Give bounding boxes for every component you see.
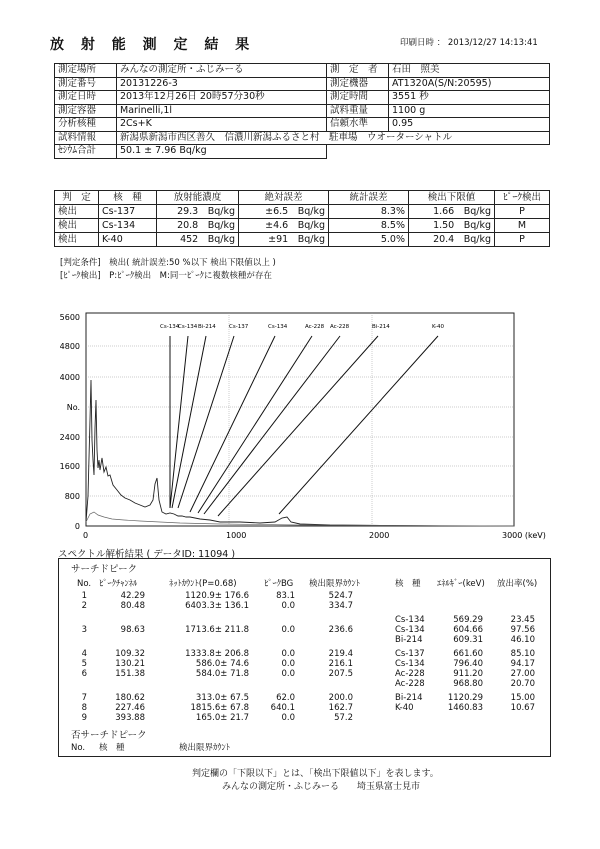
info-value-1: 20131226-3 bbox=[117, 77, 327, 91]
info-label-2: 測定機器 bbox=[327, 77, 389, 91]
peak-lim: 219.4 bbox=[328, 649, 353, 659]
peak-nuclide-cell: 796.40 bbox=[453, 659, 483, 669]
footer-org: みんなの測定所・ふじみーる 埼玉県富士見市 bbox=[222, 782, 421, 792]
peak-no: 8 bbox=[81, 703, 87, 713]
info-value-1: みんなの測定所・ふじみーる bbox=[117, 64, 327, 78]
peak-lim: 57.2 bbox=[334, 713, 353, 723]
peak-ch: 42.29 bbox=[120, 591, 145, 601]
info-label-2: 測定時間 bbox=[327, 91, 389, 105]
spectrum-title: スペクトル解析結果 ( データID: 11094 ) bbox=[58, 549, 236, 560]
info-value-2: 3551 秒 bbox=[389, 91, 550, 105]
peak-net: 1333.8± 206.8 bbox=[185, 649, 249, 659]
info-value-2: AT1320A(S/N:20595) bbox=[389, 77, 550, 91]
result-header: 判 定 bbox=[55, 191, 99, 205]
info-table bbox=[54, 63, 550, 159]
peak-nuclide-cell: 10.67 bbox=[510, 703, 535, 713]
y-tick-label: 2400 bbox=[59, 433, 80, 442]
peak-nuclide-cell: 27.00 bbox=[510, 669, 535, 679]
result-conc: 452 Bq/kg bbox=[157, 233, 239, 247]
peak-no: 5 bbox=[81, 659, 87, 669]
peak-label: Cs-134 bbox=[178, 324, 198, 330]
result-header: ﾋﾟｰｸ検出 bbox=[495, 191, 550, 205]
peak-nuclide-cell: 94.17 bbox=[510, 659, 535, 669]
peak-lim: 200.0 bbox=[328, 693, 353, 703]
result-judge: 検出 bbox=[55, 233, 99, 247]
peak-nuclide-cell: Cs-134 bbox=[395, 615, 425, 625]
result-header: 絶対誤差 bbox=[239, 191, 329, 205]
result-nuclide: Cs-134 bbox=[99, 219, 157, 233]
peak-marker-line bbox=[204, 336, 340, 514]
peak-table bbox=[58, 558, 551, 757]
result-nuclide: Cs-137 bbox=[99, 205, 157, 219]
peak-nuclide-cell: Bi-214 bbox=[395, 693, 423, 703]
peak-header: ﾋﾟｰｸBG bbox=[264, 579, 294, 589]
info-label-1: 分析核種 bbox=[55, 118, 117, 132]
peak-bg: 0.0 bbox=[281, 659, 295, 669]
judge-condition-note: [判定条件] 検出( 統計誤差:50 %以下 検出下限値以上 ) bbox=[60, 258, 276, 268]
result-header: 統計誤差 bbox=[329, 191, 409, 205]
peak-lim: 524.7 bbox=[328, 591, 353, 601]
peak-ch: 151.38 bbox=[115, 669, 145, 679]
result-judge: 検出 bbox=[55, 205, 99, 219]
result-nuclide: K-40 bbox=[99, 233, 157, 247]
peak-nuclide-cell: 23.45 bbox=[510, 615, 535, 625]
peak-label: Cs-134 bbox=[160, 324, 180, 330]
result-abs_err: ±4.6 Bq/kg bbox=[239, 219, 329, 233]
info-label-1: 測定場所 bbox=[55, 64, 117, 78]
peak-ch: 109.32 bbox=[115, 649, 145, 659]
peak-lim: 207.5 bbox=[328, 669, 353, 679]
y-tick-label: 1600 bbox=[59, 462, 80, 471]
info-label-2: 信頼水準 bbox=[327, 118, 389, 132]
info-value-2: 0.95 bbox=[389, 118, 550, 132]
peak-ch: 98.63 bbox=[120, 625, 145, 635]
result-header: 検出下限値 bbox=[409, 191, 495, 205]
peak-ch: 80.48 bbox=[120, 601, 145, 611]
y-tick-label: 0 bbox=[74, 522, 80, 531]
peak-label: Bi-214 bbox=[198, 324, 216, 330]
result-table bbox=[54, 190, 550, 247]
y-tick-label: No. bbox=[66, 403, 80, 412]
result-row bbox=[55, 205, 550, 219]
peak-label: Ac-228 bbox=[305, 324, 325, 330]
y-tick-label: 5600 bbox=[59, 313, 80, 322]
info-value-1: 2Cs+K bbox=[117, 118, 327, 132]
x-tick-label: 0 bbox=[83, 531, 89, 540]
peak-net: 165.0± 21.7 bbox=[195, 713, 249, 723]
peak-label: Bi-214 bbox=[372, 324, 390, 330]
non-search-title: 否サーチドピーク bbox=[71, 730, 147, 741]
peak-lim: 334.7 bbox=[328, 601, 353, 611]
info-value-2: 1100 g bbox=[389, 104, 550, 118]
peak-no: 7 bbox=[81, 693, 87, 703]
peak-net: 1120.9± 176.6 bbox=[185, 591, 249, 601]
print-date: 印刷日時 ： 2013/12/27 14:13:41 bbox=[400, 38, 538, 48]
info-label-2: 測 定 者 bbox=[327, 64, 389, 78]
sample-value: 新潟県新潟市西区善久 信濃川新潟ふるさと村 駐車場 ウオーターシャトル bbox=[117, 131, 550, 145]
peak-net: 6403.3± 136.1 bbox=[185, 601, 249, 611]
peak-bg: 0.0 bbox=[281, 601, 295, 611]
peak-nuclide-cell: Cs-137 bbox=[395, 649, 425, 659]
peak-marker-line bbox=[198, 336, 312, 513]
y-tick-label: 800 bbox=[64, 492, 80, 501]
non-search-header-limit: 検出限界ｶｳﾝﾄ bbox=[179, 743, 231, 753]
peak-nuclide-cell: K-40 bbox=[395, 703, 414, 713]
x-tick-label: 3000 (keV) bbox=[502, 531, 546, 540]
peak-nuclide-cell: 569.29 bbox=[453, 615, 483, 625]
peak-ch: 393.88 bbox=[115, 713, 145, 723]
result-abs_err: ±6.5 Bq/kg bbox=[239, 205, 329, 219]
y-tick-label: 4800 bbox=[59, 342, 80, 351]
peak-no: 1 bbox=[81, 591, 87, 601]
result-stat_err: 5.0% bbox=[329, 233, 409, 247]
peak-header: ﾋﾟｰｸﾁｬﾝﾈﾙ bbox=[99, 579, 138, 589]
result-abs_err: ±91 Bq/kg bbox=[239, 233, 329, 247]
peak-lim: 216.1 bbox=[328, 659, 353, 669]
peak-marker-line bbox=[172, 336, 206, 508]
footer-note: 判定欄の「下限以下」とは、「検出下限値以下」を表します。 bbox=[192, 769, 439, 779]
peak-no: 6 bbox=[81, 669, 87, 679]
sample-label: 試料情報 bbox=[55, 131, 117, 145]
peak-ch: 227.46 bbox=[115, 703, 145, 713]
info-label-2: 試料重量 bbox=[327, 104, 389, 118]
peak-bg: 0.0 bbox=[281, 649, 295, 659]
peak-marker-line bbox=[279, 336, 438, 514]
peak-header: ｴﾈﾙｷﾞｰ(keV) bbox=[437, 579, 485, 589]
peak-bg: 83.1 bbox=[276, 591, 295, 601]
result-stat_err: 8.5% bbox=[329, 219, 409, 233]
result-lld: 1.66 Bq/kg bbox=[409, 205, 495, 219]
peak-net: 1713.6± 211.8 bbox=[185, 625, 249, 635]
non-search-header-nuclide: 核 種 bbox=[99, 743, 125, 753]
page-title: 放 射 能 測 定 結 果 bbox=[50, 37, 256, 53]
peak-nuclide-cell: 604.66 bbox=[453, 625, 483, 635]
x-tick-label: 2000 bbox=[369, 531, 390, 540]
peak-bg: 62.0 bbox=[276, 693, 295, 703]
result-lld: 1.50 Bq/kg bbox=[409, 219, 495, 233]
peak-lim: 162.7 bbox=[328, 703, 353, 713]
peak-marker-line bbox=[218, 336, 378, 516]
peak-net: 584.0± 71.8 bbox=[195, 669, 249, 679]
peak-marker-line bbox=[178, 336, 234, 508]
peak-no: 3 bbox=[81, 625, 87, 635]
peak-nuclide-cell: 661.60 bbox=[453, 649, 483, 659]
peak-nuclide-cell: 1460.83 bbox=[447, 703, 483, 713]
result-peak: P bbox=[495, 233, 550, 247]
info-value-2: 石田 照美 bbox=[389, 64, 550, 78]
info-value-1: Marinelli,1l bbox=[117, 104, 327, 118]
peak-nuclide-cell: 1120.29 bbox=[447, 693, 483, 703]
result-lld: 20.4 Bq/kg bbox=[409, 233, 495, 247]
peak-nuclide-cell: 46.10 bbox=[510, 635, 535, 645]
x-tick-label: 1000 bbox=[226, 531, 247, 540]
peak-nuclide-cell: 97.56 bbox=[510, 625, 535, 635]
peak-label: Cs-137 bbox=[229, 324, 249, 330]
peak-marker-line bbox=[190, 336, 275, 512]
result-conc: 29.3 Bq/kg bbox=[157, 205, 239, 219]
peak-header: ﾈｯﾄｶｳﾝﾄ(P=0.68) bbox=[169, 579, 237, 589]
info-label-1: 測定容器 bbox=[55, 104, 117, 118]
result-conc: 20.8 Bq/kg bbox=[157, 219, 239, 233]
result-header: 放射能濃度 bbox=[157, 191, 239, 205]
peak-bg: 0.0 bbox=[281, 669, 295, 679]
result-stat_err: 8.3% bbox=[329, 205, 409, 219]
peak-nuclide-cell: 609.31 bbox=[453, 635, 483, 645]
peak-nuclide-cell: Ac-228 bbox=[395, 669, 425, 679]
peak-nuclide-cell: 911.20 bbox=[453, 669, 483, 679]
result-peak: M bbox=[495, 219, 550, 233]
info-label-1: 測定番号 bbox=[55, 77, 117, 91]
peak-bg: 0.0 bbox=[281, 625, 295, 635]
peak-header: No. bbox=[77, 579, 92, 589]
peak-label: K-40 bbox=[432, 324, 445, 330]
peak-nuclide-cell: Cs-134 bbox=[395, 659, 425, 669]
spectrum-curve bbox=[86, 380, 514, 526]
peak-no: 2 bbox=[81, 601, 87, 611]
peak-bg: 640.1 bbox=[270, 703, 295, 713]
peak-net: 1815.6± 67.8 bbox=[190, 703, 249, 713]
result-row bbox=[55, 233, 550, 247]
spectrum-graph bbox=[0, 300, 600, 545]
info-label-1: 測定日時 bbox=[55, 91, 117, 105]
peak-nuclide-cell: 968.80 bbox=[453, 679, 483, 689]
result-judge: 検出 bbox=[55, 219, 99, 233]
peak-nuclide-cell: 15.00 bbox=[510, 693, 535, 703]
result-row bbox=[55, 219, 550, 233]
peak-ch: 180.62 bbox=[115, 693, 145, 703]
peak-nuclide-cell: 85.10 bbox=[510, 649, 535, 659]
search-peak-title: サーチドピーク bbox=[71, 564, 138, 575]
peak-bg: 0.0 bbox=[281, 713, 295, 723]
cs-total-value: 50.1 ± 7.96 Bq/kg bbox=[117, 145, 327, 159]
non-search-header-no: No. bbox=[71, 743, 86, 753]
peak-nuclide-cell: Cs-134 bbox=[395, 625, 425, 635]
peak-lim: 236.6 bbox=[328, 625, 353, 635]
peak-header: 核 種 bbox=[395, 579, 421, 589]
peak-no: 4 bbox=[81, 649, 87, 659]
peak-label: Ac-228 bbox=[330, 324, 350, 330]
peak-ch: 130.21 bbox=[115, 659, 145, 669]
peak-net: 586.0± 74.6 bbox=[195, 659, 249, 669]
cs-total-label: ｾｼｳﾑ合計 bbox=[55, 145, 117, 159]
peak-header: 放出率(%) bbox=[497, 579, 538, 589]
peak-nuclide-cell: 20.70 bbox=[510, 679, 535, 689]
y-tick-label: 4000 bbox=[59, 373, 80, 382]
peak-no: 9 bbox=[81, 713, 87, 723]
peak-label: Cs-134 bbox=[268, 324, 288, 330]
peak-nuclide-cell: Bi-214 bbox=[395, 635, 423, 645]
result-header: 核 種 bbox=[99, 191, 157, 205]
info-value-1: 2013年12月26日 20時57分30秒 bbox=[117, 91, 327, 105]
result-peak: P bbox=[495, 205, 550, 219]
peak-marker-line bbox=[170, 336, 188, 508]
peak-net: 313.0± 67.5 bbox=[195, 693, 249, 703]
peak-header: 検出限界ｶｳﾝﾄ bbox=[309, 579, 361, 589]
peak-detect-note: [ﾋﾟｰｸ検出] P:ﾋﾟｰｸ検出 M:同一ﾋﾟｰｸに複数核種が存在 bbox=[60, 271, 272, 281]
peak-nuclide-cell: Ac-228 bbox=[395, 679, 425, 689]
